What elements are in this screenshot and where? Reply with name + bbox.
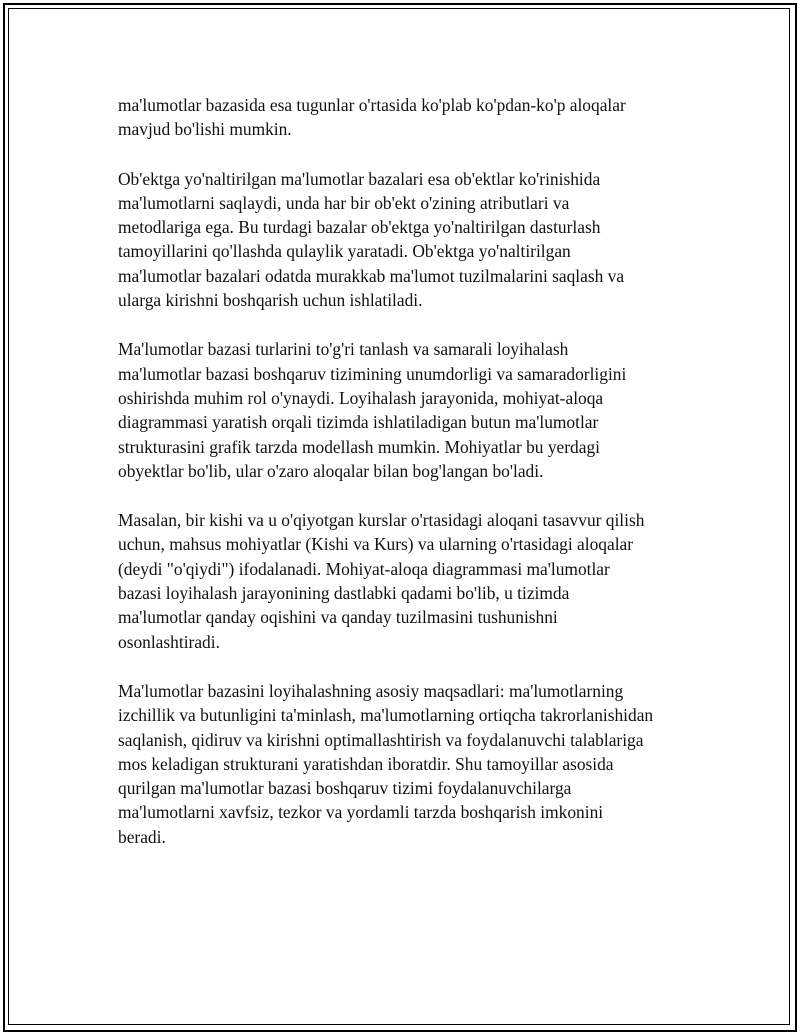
paragraph-4: Masalan, bir kishi va u o'qiyotgan kurslar o'rtasidagi aloqani tasavvur qilish uchun, mahsus mohiyatlar (Kishi va Kurs) va ularning o'rtasidagi aloqalar (deydi "o'qiydi") ifodalanadi. Mohiyat-aloqa diagrammasi ma'lumotlar bazasi loyihalash jarayonining dastlabki qadami bo'lib, u tizimda ma'lumotlar qanday oqishini va qanday tuzilmasini tushunishni osonlashtiradi. <box>118 510 645 652</box>
document-body <box>118 93 698 874</box>
paragraph-3: Ma'lumotlar bazasi turlarini to'g'ri tanlash va samarali loyihalash ma'lumotlar bazasi boshqaruv tizimining unumdorligi va samaradorligini oshirishda muhim rol o'ynaydi. Loyihalash jarayonida, mohiyat-aloqa diagrammasi yaratish orqali tizimda ishlatiladigan butun ma'lumotlar strukturasini grafik tarzda modellash mumkin. Mohiyatlar bu yerdagi obyektlar bo'lib, ular o'zaro aloqalar bilan bog'langan bo'ladi. <box>118 339 627 481</box>
paragraph-1: ma'lumotlar bazasida esa tugunlar o'rtasida ko'plab ko'pdan-ko'p aloqalar mavjud bo'lishi mumkin. <box>118 95 626 140</box>
paragraph-5: Ma'lumotlar bazasini loyihalashning asosiy maqsadlari: ma'lumotlarning izchillik va butunligini ta'minlash, ma'lumotlarning ortiqcha takrorlanishidan saqlanish, qidiruv va kirishni optimallashtirish va foydalanuvchi talablariga mos keladigan strukturani yaratishdan iboratdir. Shu tamoyillar asosida qurilgan ma'lumotlar bazasi boshqaruv tizimi foydalanuvchilarga ma'lumotlarni xavfsiz, tezkor va yordamli tarzda boshqarish imkonini beradi. <box>118 680 654 847</box>
paragraph-2: Ob'ektga yo'naltirilgan ma'lumotlar bazalari esa ob'ektlar ko'rinishida ma'lumotlarni saqlaydi, unda har bir ob'ekt o'zining atributlari va metodlariga ega. Bu turdagi bazalar ob'ektga yo'naltirilgan dasturlash tamoyillarini qo'llashda qulaylik yaratadi. Ob'ektga yo'naltirilgan ma'lumotlar bazalari odatda murakkab ma'lumot tuzilmalarini saqlash va ularga kirishni boshqarish uchun ishlatiladi. <box>118 168 625 311</box>
